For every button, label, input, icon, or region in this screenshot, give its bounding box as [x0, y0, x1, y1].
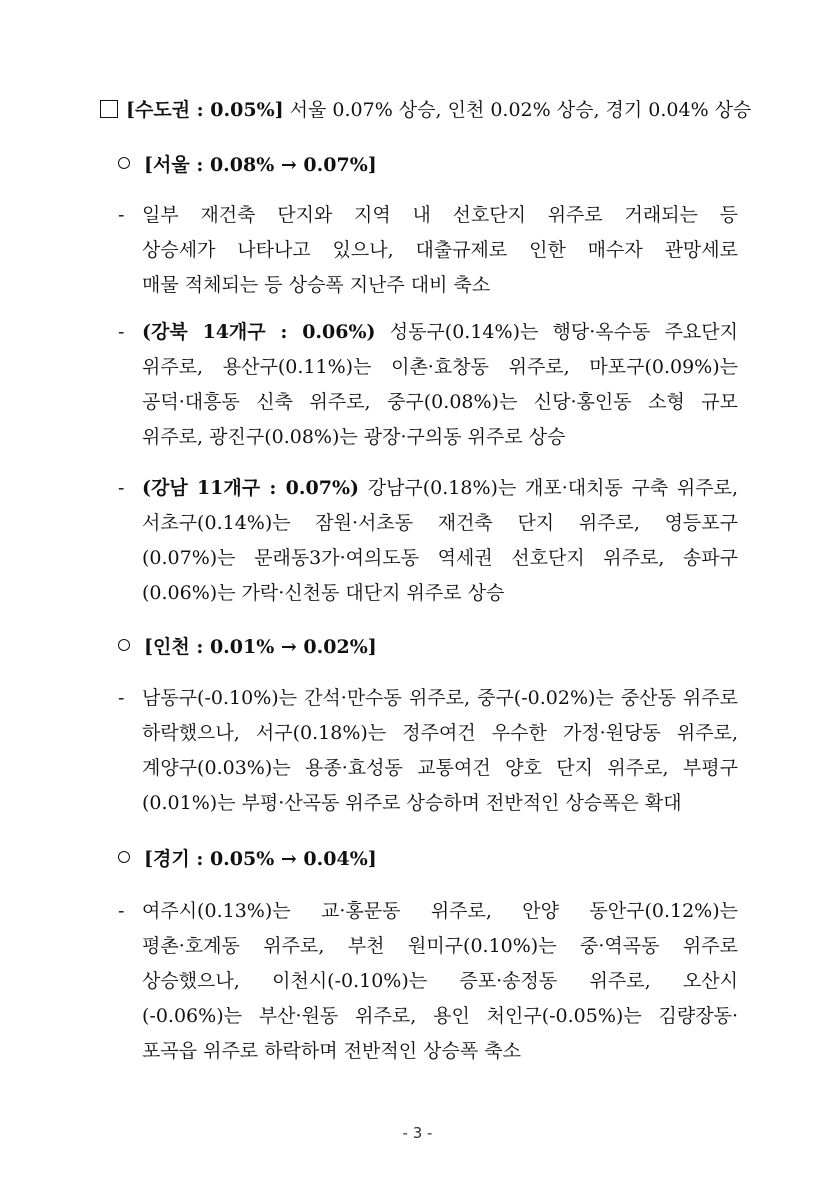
paragraph-line: (강북 14개구 : 0.06%) 성동구(0.14%)는 행당·옥수동 주요단지: [142, 321, 738, 343]
paragraph-line: 포곡읍 위주로 하락하며 전반적인 상승폭 축소: [142, 1040, 521, 1062]
region-label-gangnam: (강남 11개구 : 0.07%): [142, 477, 359, 499]
dash-bullet: -: [118, 687, 125, 709]
paragraph-line: 상승세가 나타나고 있으나, 대출규제로 인한 매수자 관망세로: [142, 239, 738, 261]
metro-label: [수도권 : 0.05%]: [126, 99, 284, 121]
paragraph-incheon: [118, 681, 738, 821]
dash-bullet: -: [118, 900, 125, 922]
paragraph-line: 계양구(0.03%)는 용종·효성동 교통여건 양호 단지 위주로, 부평구: [142, 757, 738, 779]
paragraph-line: 일부 재건축 단지와 지역 내 선호단지 위주로 거래되는 등: [142, 204, 738, 226]
paragraph-line: 공덕·대흥동 신축 위주로, 중구(0.08%)는 신당·홍인동 소형 규모: [142, 391, 738, 413]
section-heading-gyeonggi: [118, 843, 377, 875]
paragraph-line: 하락했으나, 서구(0.18%)는 정주여건 우수한 가정·원당동 위주로,: [142, 722, 738, 744]
dash-bullet: -: [118, 204, 125, 226]
checkbox-square-icon: [100, 100, 118, 118]
paragraph-gyeonggi: [118, 894, 738, 1069]
paragraph-line: 상승했으나, 이천시(-0.10%)는 증포·송정동 위주로, 오산시: [142, 970, 738, 992]
page-number: - 3 -: [402, 1124, 433, 1142]
dash-bullet: -: [118, 321, 125, 343]
paragraph-line: (강남 11개구 : 0.07%) 강남구(0.18%)는 개포·대치동 구축 위주로,: [142, 477, 738, 499]
metro-summary-line: [100, 94, 780, 126]
section-heading-text: [인천 : 0.01% → 0.02%]: [144, 636, 377, 658]
paragraph-line: 평촌·호계동 위주로, 부천 원미구(0.10%)는 중·역곡동 위주로: [142, 935, 738, 957]
circle-bullet-icon: [118, 851, 130, 863]
section-heading-text: [서울 : 0.08% → 0.07%]: [144, 154, 377, 176]
circle-bullet-icon: [118, 157, 130, 169]
paragraph-gangbuk: [118, 315, 738, 455]
paragraph-line: 남동구(-0.10%)는 간석·만수동 위주로, 중구(-0.02%)는 중산동 위주로: [142, 687, 738, 709]
section-heading-seoul: [118, 149, 377, 181]
paragraph-line: 위주로, 광진구(0.08%)는 광장·구의동 위주로 상승: [142, 426, 566, 448]
circle-bullet-icon: [118, 639, 130, 651]
paragraph-gangnam: [118, 471, 738, 611]
paragraph-line: (0.01%)는 부평·산곡동 위주로 상승하며 전반적인 상승폭은 확대: [142, 792, 682, 814]
paragraph-line: 서초구(0.14%)는 잠원·서초동 재건축 단지 위주로, 영등포구: [142, 512, 738, 534]
dash-bullet: -: [118, 477, 125, 499]
paragraph-line: 여주시(0.13%)는 교·홍문동 위주로, 안양 동안구(0.12%)는: [142, 900, 738, 922]
region-label-gangbuk: (강북 14개구 : 0.06%): [142, 321, 376, 343]
paragraph-line: (-0.06%)는 부산·원동 위주로, 용인 처인구(-0.05%)는 김량장동·: [142, 1005, 738, 1027]
paragraph-line: (0.07%)는 문래동3가·여의도동 역세권 선호단지 위주로, 송파구: [142, 547, 738, 569]
paragraph-line: 위주로, 용산구(0.11%)는 이촌·효창동 위주로, 마포구(0.09%)는: [142, 356, 738, 378]
section-heading-incheon: [118, 631, 377, 663]
paragraph-line: (0.06%)는 가락·신천동 대단지 위주로 상승: [142, 582, 505, 604]
section-heading-text: [경기 : 0.05% → 0.04%]: [144, 848, 377, 870]
metro-summary-text: 서울 0.07% 상승, 인천 0.02% 상승, 경기 0.04% 상승: [283, 99, 752, 121]
paragraph-seoul-overview: [118, 198, 738, 303]
paragraph-line: 매물 적체되는 등 상승폭 지난주 대비 축소: [142, 274, 491, 296]
